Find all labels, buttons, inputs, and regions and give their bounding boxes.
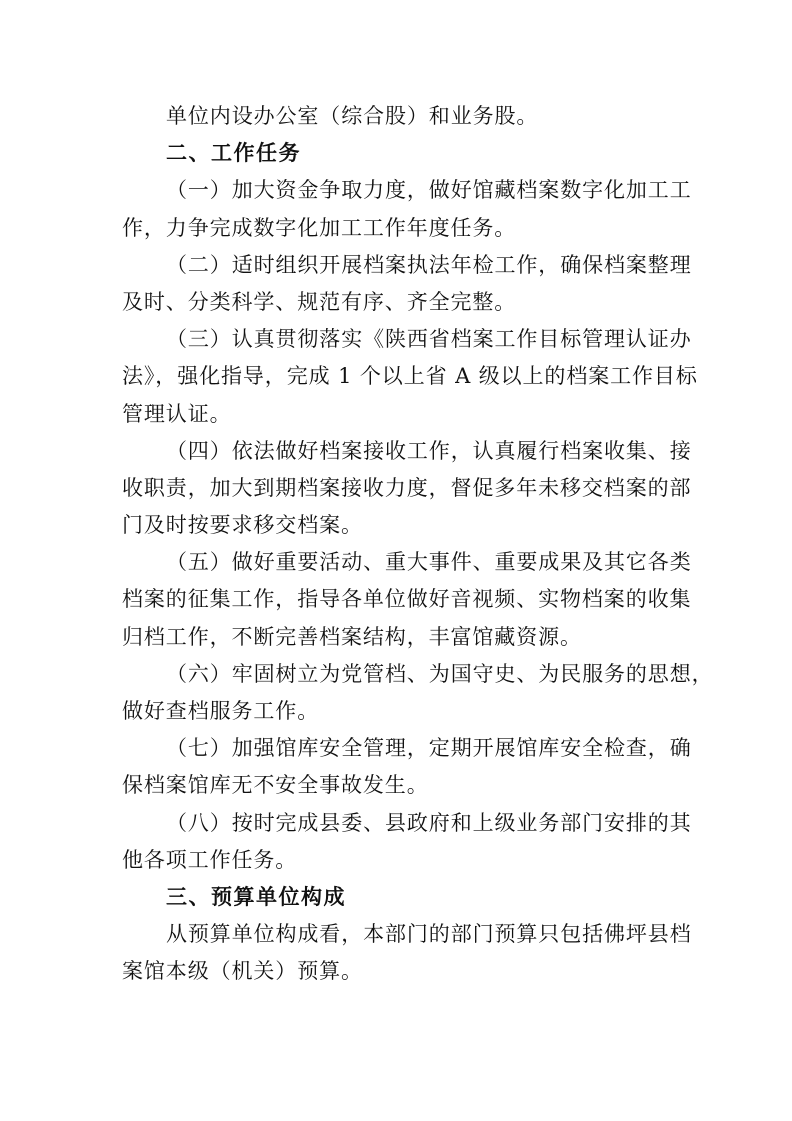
- task-5-line-2: 档案的征集工作，指导各单位做好音视频、实物档案的收集: [122, 587, 692, 612]
- task-5-line-3: 归档工作，不断完善档案结构，丰富馆藏资源。: [122, 624, 582, 649]
- task-3-line-2: 法》，强化指导，完成 1 个以上省 A 级以上的档案工作目标: [122, 364, 698, 389]
- task-3-line-1: （三）认真贯彻落实《陕西省档案工作目标管理认证办: [166, 327, 692, 352]
- task-4-line-2: 收职责，加大到期档案接收力度，督促多年未移交档案的部: [122, 475, 692, 500]
- task-8-line-2: 他各项工作任务。: [122, 847, 298, 872]
- paragraph-intro-line: 单位内设办公室（综合股）和业务股。: [166, 104, 539, 128]
- task-3-line-3: 管理认证。: [122, 401, 232, 426]
- task-1-line-1: （一）加大资金争取力度，做好馆藏档案数字化加工工: [166, 178, 692, 203]
- task-7-line-1: （七）加强馆库安全管理，定期开展馆库安全检查，确: [166, 736, 692, 761]
- task-7-line-2: 保档案馆库无不安全事故发生。: [122, 773, 429, 798]
- section-heading-work-tasks: 二、工作任务: [166, 141, 301, 166]
- task-2-line-1: （二）适时组织开展档案执法年检工作，确保档案整理: [166, 252, 692, 277]
- section-heading-budget-units: 三、预算单位构成: [166, 884, 346, 909]
- task-4-line-1: （四）依法做好档案接收工作，认真履行档案收集、接: [166, 438, 692, 463]
- task-5-line-1: （五）做好重要活动、重大事件、重要成果及其它各类: [166, 550, 692, 575]
- budget-units-line-2: 案馆本级（机关）预算。: [122, 959, 363, 984]
- task-8-line-1: （八）按时完成县委、县政府和上级业务部门安排的其: [166, 810, 692, 835]
- task-6-line-2: 做好查档服务工作。: [122, 699, 320, 723]
- task-1-line-2: 作，力争完成数字化加工工作年度任务。: [122, 215, 517, 240]
- task-4-line-3: 门及时按要求移交档案。: [122, 513, 363, 538]
- budget-units-line-1: 从预算单位构成看，本部门的部门预算只包括佛坪县档: [166, 922, 692, 947]
- task-2-line-2: 及时、分类科学、规范有序、齐全完整。: [122, 289, 517, 314]
- document-body: [122, 98, 714, 991]
- task-6-line-1: （六）牢固树立为党管档、为国守史、为民服务的思想，: [166, 661, 714, 686]
